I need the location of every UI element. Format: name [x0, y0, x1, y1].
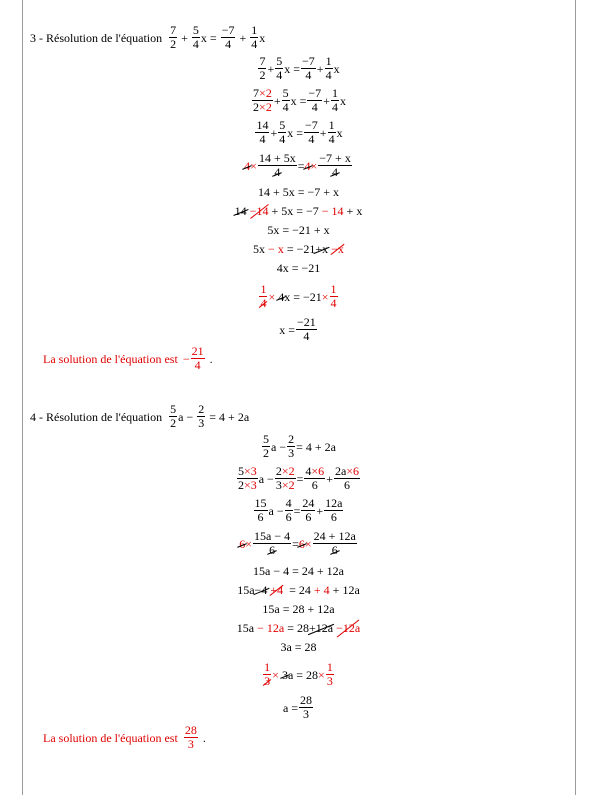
ex4-solution: La solution de l'équation est $\frac{28}{3}$ . [43, 723, 206, 752]
ex4-step-9 [0, 641, 597, 653]
ex4-solution-den: 3 [187, 737, 194, 752]
ex4-step7-text: 15a = 28 + 12a [262, 602, 335, 616]
ex3-step-9 [0, 262, 597, 274]
ex3-step9-text: 4x = −21 [276, 261, 321, 275]
ex3-step5-text: 14 + 5x = −7 + x [257, 185, 340, 199]
ex3-title: 3 - Résolution de l'équation $\frac{7}{2}$ + $\frac{5}{4}$ x = $\frac{-7}{4}$ + $\frac{1}{4}$ x [30, 23, 266, 52]
ex3-step-2: $\frac{7\times 2}{2\times 2}$ + $\frac{5}{4}$ x = $\frac{-7}{4}$ + $\frac{1}{4}$ x [253, 86, 346, 115]
ex4-title: 4 - Résolution de l'équation $\frac{5}{2}$ a − $\frac{2}{3}$ = 4 + 2a [30, 402, 250, 431]
ex3-step-3: $\frac{14}{4}$ + $\frac{5}{4}$ x = $\frac{-7}{4}$ + $\frac{1}{4}$ x [256, 118, 343, 147]
ex3-solution: La solution de l'équation est − $\frac{21}{4}$ . [43, 344, 213, 373]
ex4-solution-num: 28 [184, 723, 197, 737]
ex3-step-4: 4× $\frac{14 + 5x}{4}$ = 4× $\frac{-7 + x}{4}$ [244, 151, 351, 180]
ex4-step-8: 15a − 12a = 28 +12a −12a [236, 621, 361, 635]
ex4-step-7 [0, 603, 597, 615]
ex4-step-11: a = $\frac{28}{3}$ [282, 693, 313, 722]
ex4-title-label: 4 - Résolution de l'équation [30, 409, 163, 424]
ex4-step9-text: 3a = 28 [280, 640, 317, 654]
ex4-step-3: $\frac{15}{6}$ a − $\frac{4}{6}$ = $\frac{24}{6}$ + $\frac{12a}{6}$ [254, 496, 343, 525]
ex3-step-5 [0, 186, 597, 198]
ex3-solution-den: 4 [194, 358, 201, 373]
ex3-step-8: 5x − x = −21 +x −x [253, 242, 344, 256]
ex3-step-1: $\frac{7}{2}$ + $\frac{5}{4}$ x = $\frac{-7}{4}$ + $\frac{1}{4}$ x [259, 54, 340, 83]
ex3-solution-num: 21 [191, 344, 204, 358]
ex4-step5-text: 15a − 4 = 24 + 12a [253, 564, 344, 578]
ex3-step-6: 14 −14 + 5x = −7 − 14 + x [234, 204, 363, 218]
ex3-step-7 [0, 224, 597, 236]
ex4-step-5 [0, 565, 597, 577]
ex3-title-label: 3 - Résolution de l'équation [30, 30, 163, 45]
ex4-step-10: $\frac{1}{3}$ × 3 a = 28 × $\frac{1}{3}$ [264, 660, 333, 689]
ex3-solution-text: La solution de l'équation est [43, 351, 178, 366]
ex3-step7-text: 5x = −21 + x [267, 223, 330, 237]
ex4-solution-text: La solution de l'équation est [43, 730, 178, 745]
ex4-step-1: $\frac{5}{2}$ a − $\frac{2}{3}$ = 4 + 2a [263, 432, 336, 461]
ex4-step-2: $\frac{5\times 3}{2\times 3}$ a − $\frac{2\times 2}{3\times 2}$ = $\frac{4\times 6}{6}$ + $\frac{2a\times 6}{6}$ [237, 464, 360, 493]
ex3-step-10: $\frac{1}{4}$ × 4 x = −21 × $\frac{1}{4}$ [260, 282, 337, 311]
ex4-step-6: 15a −4 +4 = 24 + 4 + 12a [237, 583, 360, 597]
ex4-step-4: 6× $\frac{15a - 4}{6}$ = 6× $\frac{24 + 12a}{6}$ [239, 529, 356, 558]
ex3-step-11: x = $\frac{-21}{4}$ [279, 315, 316, 344]
